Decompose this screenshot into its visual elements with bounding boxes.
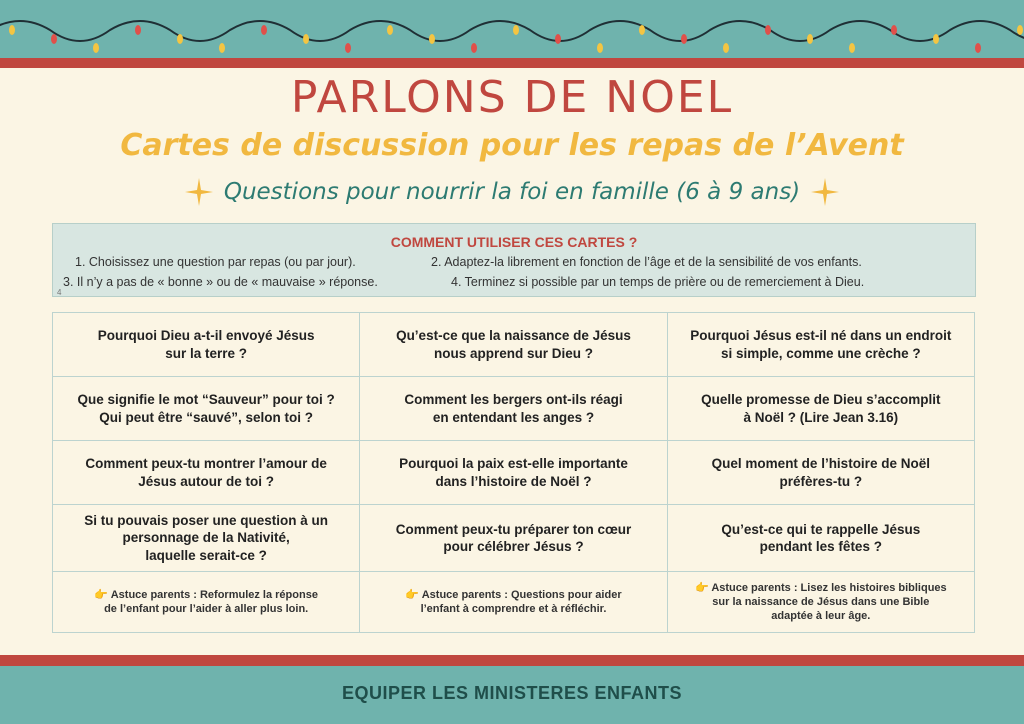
- parent-tip: 👉 Astuce parents : Reformulez la réponse de l’enfant pour l’aider à aller plus loin.: [53, 572, 360, 633]
- light-bulb: [303, 34, 309, 44]
- how-to-use-box: [52, 223, 976, 297]
- light-bulb: [429, 34, 435, 44]
- top-red-stripe: [0, 58, 1024, 68]
- how-to-step-2: 2. Adaptez-la librement en fonction de l’âge et de la sensibilité de vos enfants.: [431, 255, 862, 269]
- string-lights-decoration: [0, 0, 1024, 58]
- light-bulb: [135, 25, 141, 35]
- question-card: Quel moment de l’histoire de Noël préfères-tu ?: [668, 441, 975, 505]
- sparkle-icon: [184, 177, 214, 207]
- question-card: Qu’est-ce qui te rappelle Jésus pendant les fêtes ?: [668, 505, 975, 572]
- light-bulb: [219, 43, 225, 53]
- how-to-step-3: 3. Il n’y a pas de « bonne » ou de « mauvaise » réponse.: [63, 275, 378, 289]
- small-mark: 4: [57, 288, 62, 297]
- tagline-row: [0, 172, 1024, 212]
- light-bulb: [933, 34, 939, 44]
- page-subtitle: Cartes de discussion pour les repas de l’Avent: [120, 128, 904, 163]
- sparkle-icon: [810, 177, 840, 207]
- light-bulb: [51, 34, 57, 44]
- light-bulb: [387, 25, 393, 35]
- parent-tip: 👉 Astuce parents : Questions pour aider l’enfant à comprendre et à réfléchir.: [360, 572, 667, 633]
- light-bulb: [345, 43, 351, 53]
- parent-tip: 👉 Astuce parents : Lisez les histoires bibliques sur la naissance de Jésus dans une Bible adaptée à leur âge.: [668, 572, 975, 633]
- lights-wire: [0, 21, 1024, 41]
- light-bulb: [849, 43, 855, 53]
- question-card: Comment peux-tu préparer ton cœur pour célébrer Jésus ?: [360, 505, 667, 572]
- question-cards-grid: [52, 312, 975, 633]
- light-bulb: [93, 43, 99, 53]
- light-bulb: [555, 34, 561, 44]
- bottom-red-stripe: [0, 655, 1024, 666]
- light-bulb: [471, 43, 477, 53]
- page-title: PARLONS DE NOEL: [290, 72, 734, 123]
- light-bulb: [807, 34, 813, 44]
- light-bulb: [681, 34, 687, 44]
- light-bulb: [9, 25, 15, 35]
- question-card: Que signifie le mot “Sauveur” pour toi ? Qui peut être “sauvé”, selon toi ?: [53, 377, 360, 441]
- light-bulb: [723, 43, 729, 53]
- light-bulb: [765, 25, 771, 35]
- how-to-title: COMMENT UTILISER CES CARTES ?: [390, 234, 638, 250]
- light-bulb: [597, 43, 603, 53]
- footer-text: EQUIPER LES MINISTERES ENFANTS: [341, 683, 683, 703]
- how-to-step-4: 4. Terminez si possible par un temps de prière ou de remerciement à Dieu.: [451, 275, 865, 289]
- light-bulb: [1017, 25, 1023, 35]
- tagline: Questions pour nourrir la foi en famille (6 à 9 ans): [223, 179, 801, 205]
- question-card: Pourquoi Jésus est-il né dans un endroit si simple, comme une crèche ?: [668, 313, 975, 377]
- how-to-step-1: 1. Choisissez une question par repas (ou par jour).: [75, 255, 356, 269]
- light-bulb: [639, 25, 645, 35]
- question-card: Quelle promesse de Dieu s’accomplit à Noël ? (Lire Jean 3.16): [668, 377, 975, 441]
- question-card: Qu’est-ce que la naissance de Jésus nous apprend sur Dieu ?: [360, 313, 667, 377]
- question-card: Comment les bergers ont-ils réagi en entendant les anges ?: [360, 377, 667, 441]
- light-bulb: [261, 25, 267, 35]
- light-bulb: [513, 25, 519, 35]
- light-bulb: [891, 25, 897, 35]
- light-bulb: [975, 43, 981, 53]
- light-bulb: [177, 34, 183, 44]
- question-card: Pourquoi la paix est-elle importante dans l’histoire de Noël ?: [360, 441, 667, 505]
- question-card: Si tu pouvais poser une question à un personnage de la Nativité, laquelle serait-ce ?: [53, 505, 360, 572]
- question-card: Pourquoi Dieu a-t-il envoyé Jésus sur la terre ?: [53, 313, 360, 377]
- question-card: Comment peux-tu montrer l’amour de Jésus autour de toi ?: [53, 441, 360, 505]
